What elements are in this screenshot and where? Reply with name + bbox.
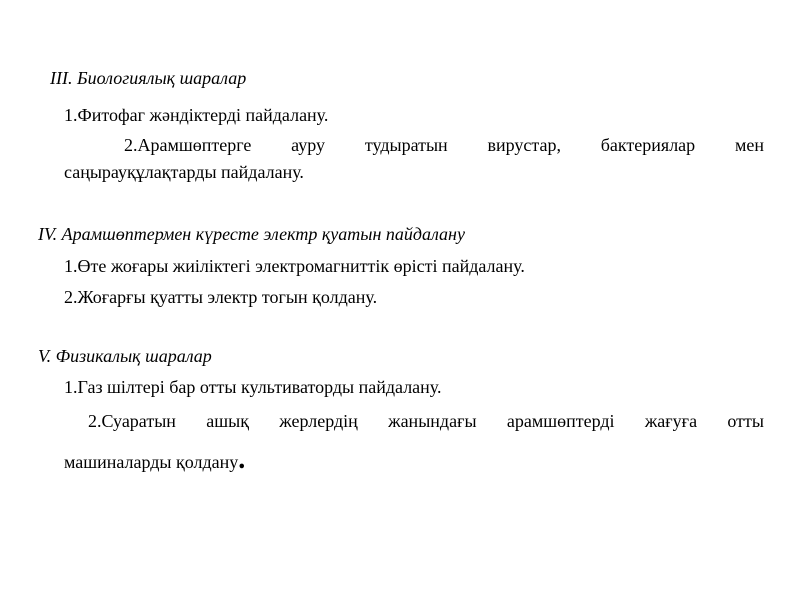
section-heading-electric: IV. Арамшөптермен күресте электр қуатын пайдалану	[38, 224, 465, 244]
section-heading-physical: V. Физикалық шаралар	[38, 346, 212, 366]
list-item: 2.Жоғарғы қуатты электр тогын қолдану.	[64, 287, 378, 307]
list-item: 2.Суаратын ашық жерлердің жанындағы арамшөптерді жағуға отты	[88, 411, 764, 431]
list-item: 1.Өте жоғары жиіліктегі электромагниттік өрісті пайдалану.	[64, 256, 525, 276]
list-item-continuation: саңырауқұлақтарды пайдалану.	[64, 162, 304, 182]
list-item: 1.Фитофаг жәндіктерді пайдалану.	[64, 105, 329, 125]
section-heading-biological: III. Биологиялық шаралар	[50, 68, 247, 88]
list-item-text: машиналарды қолдану	[64, 452, 239, 472]
period-mark: .	[238, 444, 246, 475]
list-item: 2.Арамшөптерге ауру тудыратын вирустар, бактериялар мен	[124, 135, 764, 155]
list-item-continuation	[64, 444, 246, 475]
list-item: 1.Газ шілтері бар отты культиваторды пайдалану.	[64, 377, 442, 397]
